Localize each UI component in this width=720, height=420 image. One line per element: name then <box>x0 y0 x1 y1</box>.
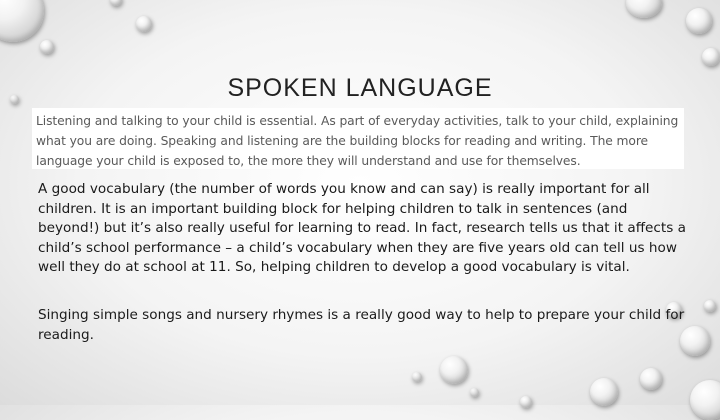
water-drop-decoration <box>412 372 422 382</box>
songs-paragraph: Singing simple songs and nursery rhymes is a really good way to help to prepare your child for reading. <box>38 307 685 343</box>
water-drop-decoration <box>440 356 468 384</box>
water-drop-decoration <box>470 388 479 397</box>
water-drop-decoration <box>0 0 44 42</box>
water-drop-decoration <box>686 8 712 34</box>
intro-text-box <box>32 108 684 169</box>
water-drop-decoration <box>640 368 662 390</box>
water-drop-decoration <box>690 380 720 420</box>
water-drop-decoration <box>136 16 152 32</box>
slide-title: SPOKEN LANGUAGE <box>227 74 493 102</box>
water-drop-decoration <box>702 48 720 66</box>
water-drop-decoration <box>40 40 54 54</box>
water-drop-decoration <box>590 378 618 406</box>
intro-text: Listening and talking to your child is essential. As part of everyday activities, talk to your child, explaining what you are doing. Speaking and listening are the building blocks for reading and writing. The more language your child is exposed to, the more they will understand and use for themselves. <box>36 114 679 168</box>
vocabulary-paragraph: A good vocabulary (the number of words you know and can say) is really important for all children. It is an important building block for helping children to talk in sentences (and beyond!) but it’s also really useful for learning to read. In fact, research tells us that it affects a child’s school performance – a child’s vocabulary when they are five years old can tell us how well they do at school at 11. So, helping children to develop a good vocabulary is vital. <box>38 181 686 275</box>
water-drop-decoration <box>520 396 532 408</box>
water-drop-decoration <box>626 0 662 18</box>
water-drop-decoration <box>110 0 122 6</box>
water-drop-decoration <box>704 300 716 312</box>
